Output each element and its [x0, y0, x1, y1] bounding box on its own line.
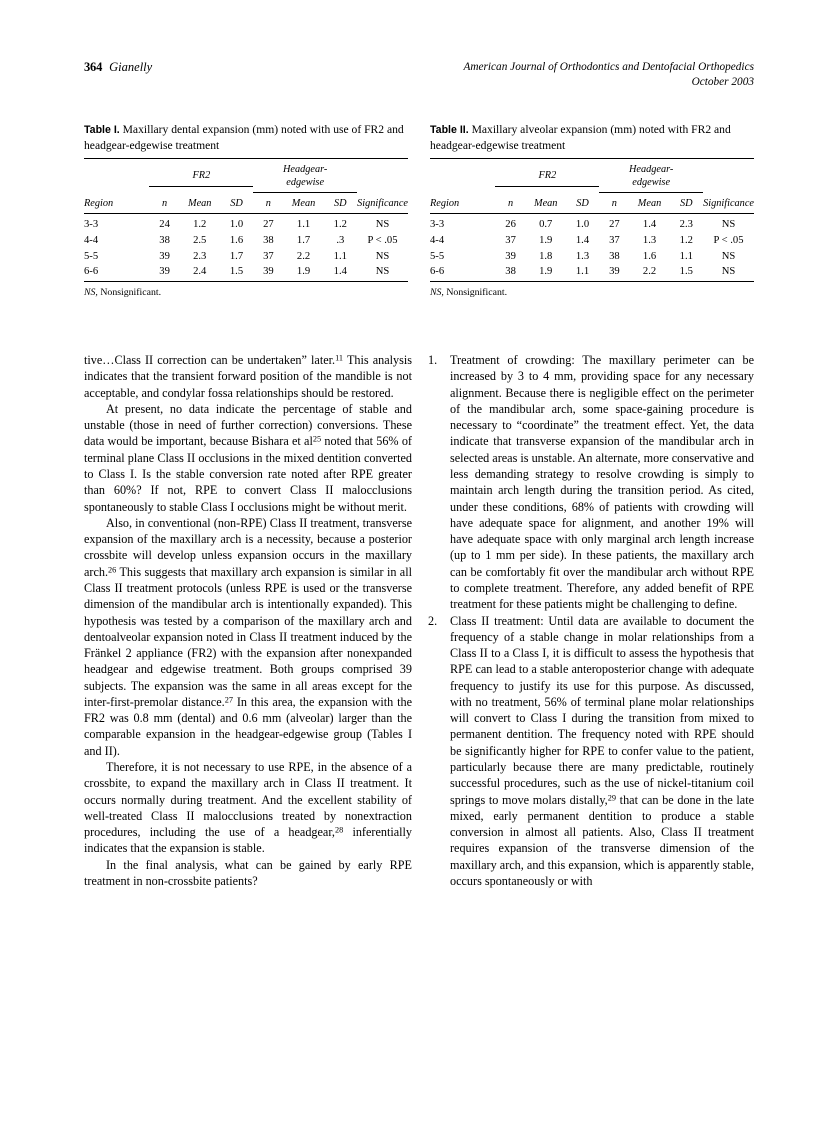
paragraph-continuation [84, 352, 412, 401]
cell-significance: NS [721, 218, 736, 230]
table-row [84, 232, 408, 248]
table-1-footnote [84, 287, 408, 298]
cell-significance: NS [703, 264, 754, 282]
cell-sd2: 1.1 [333, 250, 347, 262]
cell-mean1: 2.4 [180, 264, 220, 282]
cell-mean2: 1.6 [642, 250, 657, 262]
table-1-footnote-text: Nonsignificant. [97, 287, 162, 299]
reference-26: 26 [108, 565, 117, 575]
cell-mean2: 2.2 [630, 264, 670, 282]
cell-mean1: 0.7 [539, 218, 553, 230]
cell-mean1: 1.2 [193, 218, 207, 230]
cell-n1: 38 [159, 234, 170, 246]
cell-region: 6-6 [84, 264, 149, 282]
cell-n1: 26 [505, 218, 516, 230]
list-item [426, 613, 754, 890]
cell-region: 3-3 [430, 218, 445, 230]
table-2-group-headgear-label: Headgear- edgewise [599, 164, 703, 193]
cell-mean2: 1.9 [284, 264, 324, 282]
reference-28: 28 [334, 825, 344, 835]
para-3-post: In this area, the expansion with the FR2 was 0.8 mm (dental) and 0.6 mm (alveolar) larger than the comparable expansion in the headgear-edgewise group (Tables I and II). [84, 694, 412, 758]
cell-mean1: 1.9 [539, 234, 553, 246]
table-2-col-n2: n [599, 194, 629, 214]
table-row [430, 232, 754, 248]
cell-region: 5-5 [84, 250, 99, 262]
cell-significance: NS [375, 218, 390, 230]
para-2-pre: At present, no data indicate the percentage of stable and unstable (those in need of further correction) conversions. These data would be important, because Bishara et al [84, 401, 412, 449]
cell-n2: 37 [263, 250, 274, 262]
table-1-col-sd1: SD [220, 194, 253, 214]
paragraph-3 [84, 515, 412, 759]
author-name: Gianelly [109, 60, 153, 74]
cell-region: 5-5 [430, 250, 445, 262]
running-head-left [84, 60, 152, 75]
paragraph-4 [84, 759, 412, 857]
table-2-col-significance: Significance [703, 194, 754, 214]
table-row [430, 213, 754, 232]
table-2-body [430, 213, 754, 281]
table-row [430, 248, 754, 264]
journal-title: American Journal of Orthodontics and Dentofacial Orthopedics [463, 61, 754, 73]
cell-sd1: 1.1 [566, 264, 599, 282]
table-2-col-mean1: Mean [526, 194, 566, 214]
table-1-col-n2: n [253, 194, 283, 214]
cell-n2: 39 [253, 264, 283, 282]
paragraph-5: In the final analysis, what can be gained by early RPE treatment in non-crossbite patients? [84, 857, 412, 888]
cell-region: 4-4 [84, 234, 99, 246]
cell-n2: 27 [609, 218, 620, 230]
cell-sd1: 1.7 [229, 250, 244, 262]
table-2-group-spacer [430, 159, 495, 194]
cell-sd2: 1.1 [679, 250, 693, 262]
cell-n1: 39 [505, 250, 516, 262]
table-2-group-fr2: FR2 [495, 159, 599, 194]
cell-sd1: 1.6 [229, 234, 244, 246]
table-1-body [84, 213, 408, 281]
table-2-footnote-text: Nonsignificant. [443, 287, 508, 299]
table-1-col-mean2: Mean [284, 194, 324, 214]
cell-n1: 37 [505, 234, 516, 246]
table-2-group-header-row [430, 159, 754, 194]
table-2-label: Table II. [430, 124, 469, 136]
cell-n2: 38 [609, 250, 620, 262]
cell-mean1: 2.3 [193, 250, 207, 262]
item-1-text: Treatment of crowding: The maxillary perimeter can be increased by 3 to 4 mm, providing space for any necessary alignment. Because there is negligible effect on the perimeter of the mandibular arch, some space-gaining procedure is necessary to “coordinate” the treatment effect. Yet, the data indicate that transverse expansion of the mandibular arch in selected areas is unstable. An alternate, more conservative and less demanding strategy to resolve crowding is simply to maintain arch length during the transition period. As cited, under these conditions, 68% of patients with crowding will have adequate space for alignment, and another 19% will have adequate space with only marginal arch length increase (up to 1 mm per side). In these patients, the maxillary arch can be comfortably fit over the mandibular arch without RPE to complete treatment. Therefore, any added benefit of RPE treatment for these patients might be challenging to define. [450, 353, 754, 612]
cell-sd2: 1.4 [324, 264, 357, 282]
reference-27: 27 [224, 695, 233, 705]
table-1-col-n1: n [149, 194, 179, 214]
page-number: 364 [84, 60, 103, 74]
cell-sd2: .3 [336, 234, 345, 246]
table-2-footnote-abbr: NS, [430, 287, 444, 299]
running-head [84, 60, 754, 91]
table-1-column-header-row [84, 194, 408, 214]
cell-mean2: 1.1 [296, 218, 311, 230]
table-1-footnote-abbr: NS, [84, 287, 98, 299]
table-1-group-spacer-2 [357, 159, 408, 194]
table-2-col-mean2: Mean [630, 194, 670, 214]
para-1-post: This analysis indicates that the transient forward position of the mandible is not acceptable, and condylar fossa relationships should be restored. [84, 353, 412, 400]
cell-n1: 38 [495, 264, 525, 282]
left-text-column [84, 352, 412, 889]
table-2-col-region: Region [430, 194, 495, 214]
cell-sd2: 1.2 [679, 234, 693, 246]
table-1-group-spacer [84, 159, 149, 194]
table-1-caption: Maxillary dental expansion (mm) noted with use of FR2 and headgear-edgewise treatment [84, 123, 404, 152]
cell-region: 4-4 [430, 234, 445, 246]
cell-mean1: 1.8 [539, 250, 553, 262]
cell-n2: 39 [599, 264, 629, 282]
item-2-pre: Class II treatment: Until data are available to document the frequency of a stable change in molar relationships from a Class II to a Class I, it is difficult to assess the hypothesis that RPE can lead to a stable anteroposterior change with adequate frequency to justify its use for this purpose. As discussed, with no treatment, 56% of terminal plane molar relationships will convert to Class I during the transition from mixed to permanent dentition. The frequency noted with RPE should be significantly higher for RPE to confer value to the patient, particularly because there are many predictable, routinely successful procedures, such as the use of nickel-titanium coil springs to move molars distally, [450, 613, 754, 807]
para-3-pre: Also, in conventional (non-RPE) Class II treatment, transverse expansion of the maxillary arch is a necessity, because a posterior crossbite will develop unless expansion occurs in the maxillary arch. [84, 515, 412, 579]
cell-region: 3-3 [84, 218, 99, 230]
table-2-col-sd2: SD [670, 194, 703, 214]
table-row [84, 213, 408, 232]
table-1-col-sd2: SD [324, 194, 357, 214]
para-4-post: inferentially indicates that the expansion is stable. [84, 825, 413, 856]
tables-row [84, 122, 754, 298]
table-1-container [84, 122, 408, 298]
table-row [430, 264, 754, 282]
cell-n2: 37 [609, 234, 620, 246]
cell-n2: 27 [263, 218, 274, 230]
right-text-column [426, 352, 754, 889]
cell-significance: NS [357, 264, 408, 282]
table-2-footnote [430, 287, 754, 298]
table-1-col-region: Region [84, 194, 149, 214]
para-4-pre: Therefore, it is not necessary to use RPE, in the absence of a crossbite, to expand the maxillary arch in Class II treatment. It occurs normally during treatment. And the excellent stability of well-treated Class II malocclusions treated by nonextraction procedures, including the use of a headgear, [84, 760, 412, 840]
running-head-right [463, 60, 754, 91]
table-2-group-spacer-2 [703, 159, 754, 194]
cell-mean2: 1.3 [642, 234, 657, 246]
paragraph-2 [84, 401, 412, 515]
reference-25: 25 [312, 434, 322, 444]
cell-sd1: 1.5 [220, 264, 253, 282]
cell-region: 6-6 [430, 264, 495, 282]
table-2-container [430, 122, 754, 298]
cell-mean2: 2.2 [296, 250, 311, 262]
cell-significance: P < .05 [367, 234, 398, 246]
para-3-mid: This suggests that maxillary arch expansion is similar in all Class II treatment protocols (unless RPE is used or the transverse dimension of the mandibular arch is intentionally expanded). This hypothesis was tested by a comparison of the maxillary arch and dentoalveolar expansion noted in Class II treatment induced by the Fränkel 2 appliance (FR2) with the expansion after nonexpanded headgear and edgewise treatment. Both groups comprised 39 subjects. The expansion was the same in all areas except for the inter-first-premolar distance. [84, 564, 412, 709]
table-row [84, 264, 408, 282]
table-1-col-mean1: Mean [180, 194, 220, 214]
cell-n1: 39 [149, 264, 179, 282]
reference-29: 29 [607, 793, 617, 803]
body-text-row [84, 352, 754, 889]
cell-n1: 24 [159, 218, 170, 230]
table-1-label: Table I. [84, 124, 120, 136]
cell-sd2: 2.3 [679, 218, 693, 230]
table-1-title [84, 122, 408, 153]
table-2-caption: Maxillary alveolar expansion (mm) noted with FR2 and headgear-edgewise treatment [430, 123, 731, 152]
cell-sd1: 1.3 [575, 250, 590, 262]
cell-sd2: 1.5 [670, 264, 703, 282]
cell-significance: P < .05 [713, 234, 744, 246]
cell-sd1: 1.4 [575, 234, 590, 246]
cell-mean1: 2.5 [193, 234, 207, 246]
table-row [84, 248, 408, 264]
table-1-col-significance: Significance [357, 194, 408, 214]
cell-mean2: 1.7 [296, 234, 311, 246]
table-2-col-sd1: SD [566, 194, 599, 214]
para-1-pre: tive…Class II correction can be undertaken” later. [84, 353, 336, 367]
list-item [426, 352, 754, 613]
cell-mean2: 1.4 [642, 218, 657, 230]
cell-significance: NS [375, 250, 390, 262]
table-2-column-header-row [430, 194, 754, 214]
table-2 [430, 158, 754, 282]
cell-sd1: 1.0 [229, 218, 244, 230]
cell-sd2: 1.2 [333, 218, 347, 230]
table-1 [84, 158, 408, 282]
item-2-post: that can be done in the late mixed, early permanent dentition to produce a stable conversion in almost all patients. Also, Class II treatment requires expansion of the transverse dimension of the maxillary arch, and this expansion, which is apparently stable, occurs spontaneously or with [450, 792, 755, 888]
reference-11: 11 [335, 353, 344, 363]
table-1-group-header-row [84, 159, 408, 194]
table-1-group-headgear [253, 159, 357, 194]
issue-date: October 2003 [691, 76, 754, 89]
cell-significance: NS [721, 250, 736, 262]
table-1-group-fr2: FR2 [149, 159, 253, 194]
para-2-post: noted that 56% of terminal plane Class II occlusions in the mixed dentition converted to Class I. Is the stable conversion rate noted after RPE greater than 60%? If not, RPE to convert Class II malocclusions spontaneously to stable Class I occlusions might be without merit. [84, 434, 412, 514]
cell-mean1: 1.9 [526, 264, 566, 282]
table-2-col-n1: n [495, 194, 525, 214]
table-2-group-headgear [599, 159, 703, 194]
cell-n1: 39 [159, 250, 170, 262]
numbered-list [426, 352, 754, 889]
table-1-group-headgear-label: Headgear- edgewise [253, 164, 357, 193]
cell-sd1: 1.0 [575, 218, 590, 230]
table-2-title [430, 122, 754, 153]
cell-n2: 38 [263, 234, 274, 246]
